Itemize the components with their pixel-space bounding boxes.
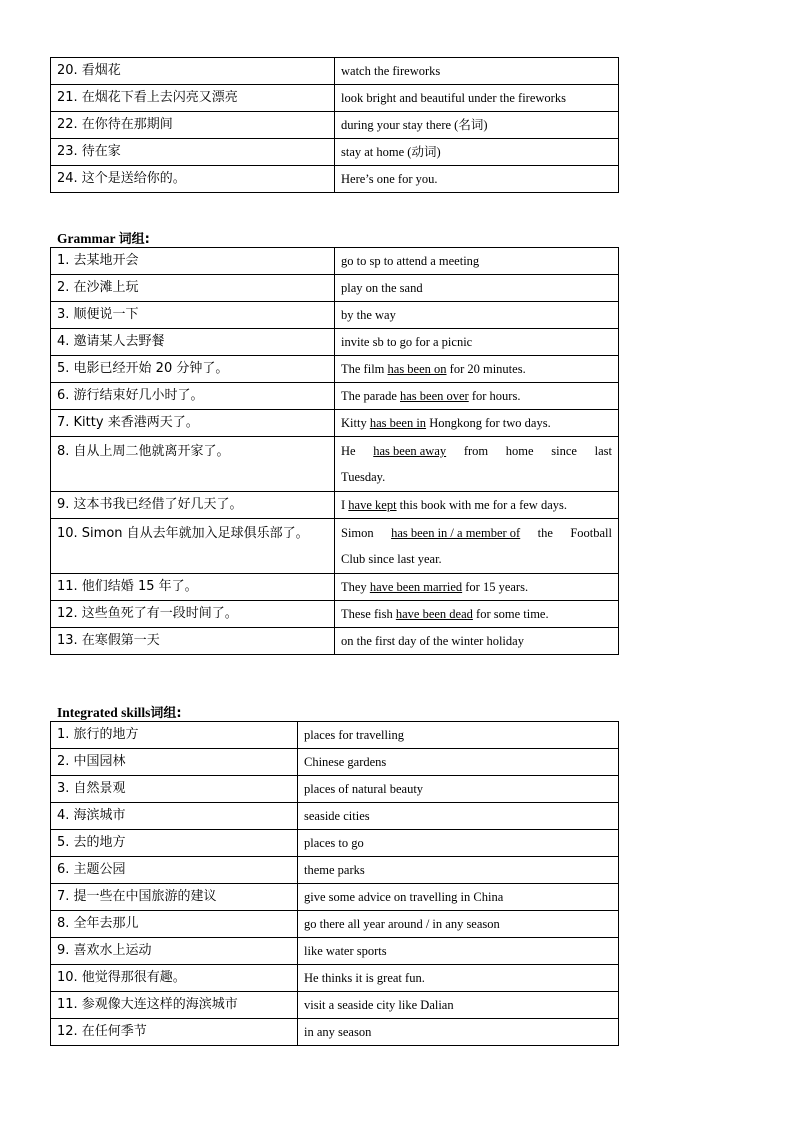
- answer-line-2: Club since last year.: [341, 552, 442, 566]
- table-body: [51, 58, 619, 193]
- text-segment: places for travelling: [304, 728, 404, 742]
- table-row: [51, 410, 619, 437]
- text-segment: The film: [341, 362, 388, 376]
- english-phrase-cell: [298, 749, 619, 776]
- english-phrase-cell: [335, 275, 619, 302]
- phrase-table-1: [50, 57, 619, 193]
- chinese-phrase-cell: 6. 游行结束好几小时了。: [51, 383, 335, 410]
- underlined-answer: have been married: [369, 580, 463, 594]
- chinese-phrase-cell: 6. 主题公园: [51, 857, 298, 884]
- table-row: [51, 519, 619, 574]
- text-segment: go there all year around / in any season: [304, 917, 500, 931]
- english-phrase-cell: [298, 911, 619, 938]
- chinese-phrase-cell: 3. 顺便说一下: [51, 302, 335, 329]
- answer-line-2: Tuesday.: [341, 470, 386, 484]
- english-phrase-cell: [335, 601, 619, 628]
- english-phrase-cell: [335, 248, 619, 275]
- text-segment: He: [341, 444, 356, 458]
- section-title-integrated-skills: [57, 702, 182, 721]
- english-phrase-cell: [335, 329, 619, 356]
- underlined-answer: has been in / a member of: [391, 526, 521, 540]
- section-title-zh: 词组:: [118, 232, 150, 247]
- phrase-table-integrated-skills: [50, 721, 619, 1046]
- text-segment: from: [463, 444, 489, 458]
- english-phrase-cell: [335, 302, 619, 329]
- chinese-phrase-cell: 3. 自然景观: [51, 776, 298, 803]
- text-segment: Hongkong for two days.: [426, 416, 551, 430]
- table-row: [51, 601, 619, 628]
- table-row: [51, 302, 619, 329]
- table-row: [51, 248, 619, 275]
- chinese-phrase-cell: 12. 在任何季节: [51, 1019, 298, 1046]
- text-segment: for some time.: [472, 607, 549, 621]
- chinese-phrase-cell: 1. 去某地开会: [51, 248, 335, 275]
- table-row: [51, 722, 619, 749]
- text-segment: for 15 years.: [462, 580, 529, 594]
- text-segment: look bright and beautiful under the fireworks: [341, 91, 566, 105]
- table-row: [51, 383, 619, 410]
- table-row: [51, 749, 619, 776]
- text-segment: for 20 minutes.: [446, 362, 526, 376]
- chinese-phrase-cell: 20. 看烟花: [51, 58, 335, 85]
- underlined-answer: has been over: [400, 389, 469, 403]
- chinese-phrase-cell: 22. 在你待在那期间: [51, 112, 335, 139]
- chinese-phrase-cell: 5. 去的地方: [51, 830, 298, 857]
- chinese-phrase-cell: 8. 自从上周二他就离开家了。: [51, 437, 335, 492]
- english-phrase-cell: [298, 830, 619, 857]
- chinese-phrase-cell: 11. 他们结婚 15 年了。: [51, 574, 335, 601]
- english-phrase-cell: [335, 492, 619, 519]
- english-phrase-cell: [298, 992, 619, 1019]
- text-segment: go to sp to attend a meeting: [341, 254, 480, 268]
- text-segment: this book with me for a few days.: [396, 498, 567, 512]
- chinese-phrase-cell: 23. 待在家: [51, 139, 335, 166]
- chinese-phrase-cell: 8. 全年去那儿: [51, 911, 298, 938]
- text-segment: places of natural beauty: [304, 782, 424, 796]
- text-segment: during your stay there (名词): [341, 118, 488, 132]
- section-title-zh: 词组:: [150, 706, 182, 721]
- text-segment: like water sports: [304, 944, 387, 958]
- text-segment: for hours.: [468, 389, 521, 403]
- text-segment: I: [341, 498, 349, 512]
- table-row: [51, 275, 619, 302]
- underlined-answer: has been on: [387, 362, 447, 376]
- table-row: [51, 803, 619, 830]
- chinese-phrase-cell: 9. 喜欢水上运动: [51, 938, 298, 965]
- chinese-phrase-cell: 21. 在烟花下看上去闪亮又漂亮: [51, 85, 335, 112]
- chinese-phrase-cell: 7. Kitty 来香港两天了。: [51, 410, 335, 437]
- chinese-phrase-cell: 10. Simon 自从去年就加入足球俱乐部了。: [51, 519, 335, 574]
- section-title-en: Grammar: [57, 231, 116, 246]
- text-segment: seaside cities: [304, 809, 370, 823]
- chinese-phrase-cell: 4. 邀请某人去野餐: [51, 329, 335, 356]
- text-segment: on the first day of the winter holiday: [341, 634, 524, 648]
- english-phrase-cell: [298, 938, 619, 965]
- table-row: [51, 1019, 619, 1046]
- english-phrase-cell: [298, 776, 619, 803]
- chinese-phrase-cell: 5. 电影已经开始 20 分钟了。: [51, 356, 335, 383]
- text-segment: the: [537, 526, 553, 540]
- underlined-answer: has been away: [373, 444, 447, 458]
- text-segment: Simon: [341, 526, 374, 540]
- text-segment: These fish: [341, 607, 396, 621]
- phrase-table-grammar: [50, 247, 619, 655]
- chinese-phrase-cell: 4. 海滨城市: [51, 803, 298, 830]
- english-phrase-cell: [335, 139, 619, 166]
- text-segment: home: [505, 444, 534, 458]
- text-segment: Football: [570, 526, 612, 540]
- english-phrase-cell: [335, 628, 619, 655]
- chinese-phrase-cell: 13. 在寒假第一天: [51, 628, 335, 655]
- table-row: [51, 884, 619, 911]
- table-row: [51, 574, 619, 601]
- chinese-phrase-cell: 7. 提一些在中国旅游的建议: [51, 884, 298, 911]
- text-segment: invite sb to go for a picnic: [341, 335, 473, 349]
- table-row: [51, 965, 619, 992]
- text-segment: by the way: [341, 308, 396, 322]
- chinese-phrase-cell: 10. 他觉得那很有趣。: [51, 965, 298, 992]
- english-phrase-cell: [335, 166, 619, 193]
- table-row: [51, 857, 619, 884]
- text-segment: since: [551, 444, 577, 458]
- table-row: [51, 628, 619, 655]
- table-row: [51, 437, 619, 492]
- table-row: [51, 992, 619, 1019]
- english-phrase-cell: [298, 1019, 619, 1046]
- underlined-answer: have kept: [348, 498, 397, 512]
- answer-line-1: [341, 520, 612, 546]
- text-segment: visit a seaside city like Dalian: [304, 998, 454, 1012]
- text-segment: The parade: [341, 389, 400, 403]
- text-segment: give some advice on travelling in China: [304, 890, 504, 904]
- underlined-answer: has been in: [369, 416, 427, 430]
- underlined-answer: have been dead: [395, 607, 473, 621]
- text-segment: They: [341, 580, 370, 594]
- english-phrase-cell: [335, 437, 619, 492]
- chinese-phrase-cell: 11. 参观像大连这样的海滨城市: [51, 992, 298, 1019]
- table-row: [51, 938, 619, 965]
- table-row: [51, 112, 619, 139]
- english-phrase-cell: [335, 85, 619, 112]
- english-phrase-cell: [298, 722, 619, 749]
- text-segment: last: [594, 444, 612, 458]
- table-row: [51, 329, 619, 356]
- english-phrase-cell: [298, 965, 619, 992]
- table-row: [51, 139, 619, 166]
- section-title-grammar: [57, 228, 150, 247]
- table-body: [51, 722, 619, 1046]
- chinese-phrase-cell: 12. 这些鱼死了有一段时间了。: [51, 601, 335, 628]
- text-segment: Kitty: [341, 416, 370, 430]
- chinese-phrase-cell: 2. 在沙滩上玩: [51, 275, 335, 302]
- table-row: [51, 58, 619, 85]
- english-phrase-cell: [335, 519, 619, 574]
- answer-line-1: [341, 438, 612, 464]
- table-row: [51, 776, 619, 803]
- chinese-phrase-cell: 9. 这本书我已经借了好几天了。: [51, 492, 335, 519]
- english-phrase-cell: [335, 356, 619, 383]
- english-phrase-cell: [335, 410, 619, 437]
- text-segment: theme parks: [304, 863, 365, 877]
- text-segment: stay at home (动词): [341, 145, 441, 159]
- table-body: [51, 248, 619, 655]
- table-row: [51, 911, 619, 938]
- english-phrase-cell: [335, 574, 619, 601]
- chinese-phrase-cell: 1. 旅行的地方: [51, 722, 298, 749]
- english-phrase-cell: [298, 857, 619, 884]
- text-segment: Chinese gardens: [304, 755, 387, 769]
- text-segment: in any season: [304, 1025, 372, 1039]
- table-row: [51, 492, 619, 519]
- table-row: [51, 85, 619, 112]
- text-segment: watch the fireworks: [341, 64, 441, 78]
- text-segment: play on the sand: [341, 281, 423, 295]
- text-segment: places to go: [304, 836, 364, 850]
- chinese-phrase-cell: 2. 中国园林: [51, 749, 298, 776]
- english-phrase-cell: [298, 884, 619, 911]
- chinese-phrase-cell: 24. 这个是送给你的。: [51, 166, 335, 193]
- english-phrase-cell: [298, 803, 619, 830]
- english-phrase-cell: [335, 112, 619, 139]
- text-segment: Here’s one for you.: [341, 172, 438, 186]
- english-phrase-cell: [335, 58, 619, 85]
- table-row: [51, 830, 619, 857]
- table-row: [51, 166, 619, 193]
- text-segment: He thinks it is great fun.: [304, 971, 425, 985]
- section-title-en: Integrated skills: [57, 705, 151, 720]
- table-row: [51, 356, 619, 383]
- english-phrase-cell: [335, 383, 619, 410]
